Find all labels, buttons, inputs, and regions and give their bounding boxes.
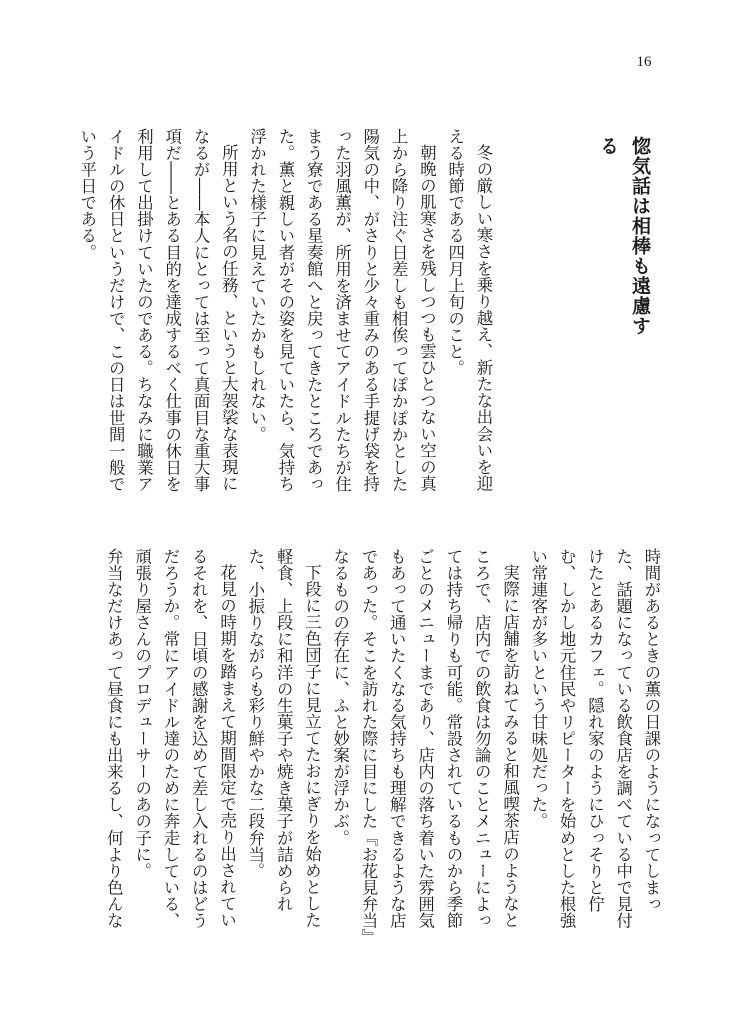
upper-text-block: [77, 128, 497, 506]
paragraph: 実際に店舗を訪ねてみると和風喫茶店のようなところで、店内での飲食は勿論のことメニューによっては持ち帰りも可能。常設されているものから季節ごとのメニューまであり、店内の落ち着いた雰囲気もあって通いたくなる気持ちも理解できるような店であった。そこを訪れた際に目にした『お花見弁当』なるものの存在に、ふと妙案が浮かぶ。: [330, 548, 520, 937]
paragraph: 花見の時期を踏まえて期間限定で売り出されているそれを、日頃の感謝を込めて差し入れるのはどうだろうか。常にアイドル達のために奔走している、頑張り屋さんのプロデューサーのあの子に。: [132, 548, 237, 929]
paragraph: 弁当なだけあって昼食にも出来るし、何より色んな: [104, 548, 124, 929]
page-number: 16: [636, 54, 652, 70]
paragraph: 冬の厳しい寒さを乗り越え、新たな出会いを迎える時節である四月上旬のこと。: [445, 128, 493, 492]
paragraph: 下段に三色団子に見立てたおにぎりを始めとした軽食、上段に和洋の生菓子や焼き菓子が詰められた、小振りながらも彩り鮮やかな二段弁当。: [245, 548, 322, 929]
paragraph: 時間があるときの薫の日課のようになってしまった、話題になっている飲食店を調べている中で見付けたとあるカフェ。隠れ家のようにひっそりと佇む、しかし地元住民やリピーターを始めとした根強い常連客が多いという甘味処だった。: [528, 548, 661, 929]
paragraph: 朝晩の肌寒さを残しつつも雲ひとつない空の真上から降り注ぐ日差しも相俟ってぽかぽかとした陽気の中、がさりと少々重みのある手提げ袋を持った羽風薫が、所用を済ませてアイドルたちが住まう寮である星奏館へと戻ってきたところであった。薫と親しい者がその姿を見ていたら、気持ち浮かれた様子に見えていたかもしれない。: [247, 128, 437, 493]
lower-text-block: [104, 548, 665, 943]
paragraph: 所用という名の任務、というと大袈裟な表現になるが――本人にとっては至って真面目な重大事項だ――とある目的を達成するべく仕事の休日を利用して出掛けていたのである。ちなみに職業アイドルの休日というだけで、この日は世間一般でいう平日である。: [77, 128, 239, 493]
chapter-title: 惚気話は相棒も遠慮する: [597, 136, 651, 336]
